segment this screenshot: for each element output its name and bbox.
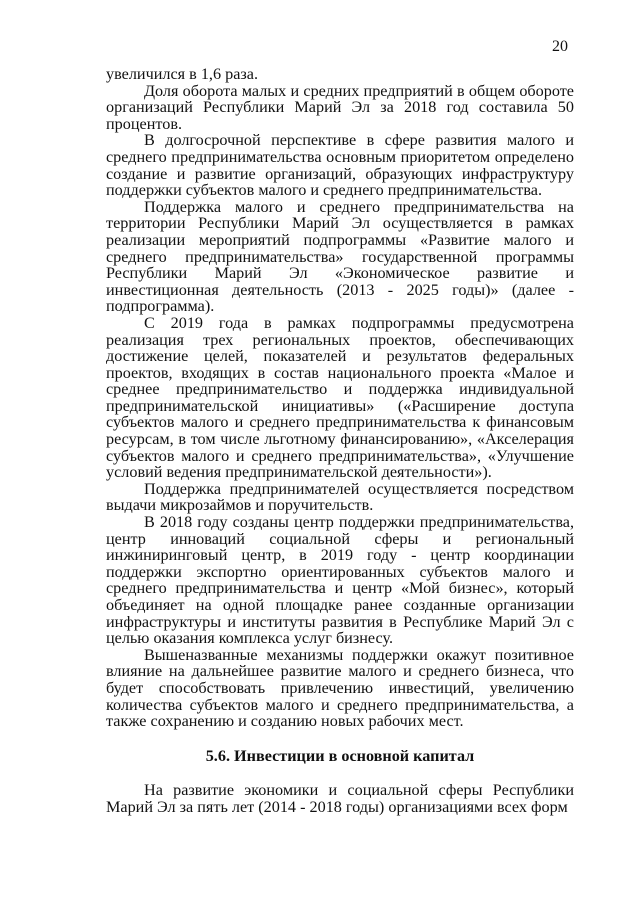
paragraph-long-term-priority: В долгосрочной перспективе в сфере развития малого и среднего предпринимательства основным приоритетом определено создание и развитие организаций, образующих инфраструктуру поддержки субъектов малого и среднего предпринимательства. [106,131,574,200]
paragraph-microloans: Поддержка предпринимателей осуществляется посредством выдачи микрозаймов и поручительств. [106,479,574,515]
paragraph-support-subprogram: Поддержка малого и среднего предпринимательства на территории Республики Марий Эл осуществляется в рамках реализации мероприятий подпрограммы «Развитие малого и среднего предпринимательства» государственной программы Республики Марий Эл «Экономическое развитие и инвестиционная деятельность (2013 - 2025 годы)» (далее - подпрограмма). [106,197,574,316]
paragraph-turnover-share: Доля оборота малых и средних предприятий в общем обороте организаций Республики Марий Эл за 2018 год составила 50 процентов. [106,81,574,133]
section-heading: 5.6. Инвестиции в основной капитал [205,746,475,765]
page-number: 20 [552,38,568,55]
paragraph-investments-intro: На развитие экономики и социальной сферы Республики Марий Эл за пять лет (2014 - 2018 годы) организациями всех форм [106,781,574,816]
paragraph-positive-impact: Вышеназванные механизмы поддержки окажут позитивное влияние на дальнейшее развитие малого и среднего бизнеса, что будет способствовать привлечению инвестиций, увеличению количества субъектов малого и среднего предпринимательства, а также сохранению и созданию новых рабочих мест. [106,645,574,731]
document-body [106,66,574,816]
paragraph-continuation: увеличился в 1,6 раза. [106,65,259,83]
paragraph-support-centers: В 2018 году созданы центр поддержки предпринимательства, центр инноваций социальной сферы и региональный инжиниринговый центр, в 2019 году - центр координации поддержки экспортно ориентированных субъектов малого и среднего предпринимательства и центр «Мой бизнес», который объединяет на одной площадке ранее созданные организации инфраструктуры и институты развития в Республике Марий Эл с целью оказания комплекса услуг бизнесу. [106,513,574,648]
paragraph-regional-projects: С 2019 года в рамках подпрограммы предусмотрена реализация трех региональных проектов, обеспечивающих достижение целей, показателей и результатов федеральных проектов, входящих в состав национального проекта «Малое и среднее предпринимательство и поддержка индивидуальной предпринимательской инициативы» («Расширение доступа субъектов малого и среднего предпринимательства к финансовым ресурсам, в том числе льготному финансированию», «Акселерация субъектов малого и среднего предпринимательства», «Улучшение условий ведения предпринимательской деятельности»). [106,313,574,482]
